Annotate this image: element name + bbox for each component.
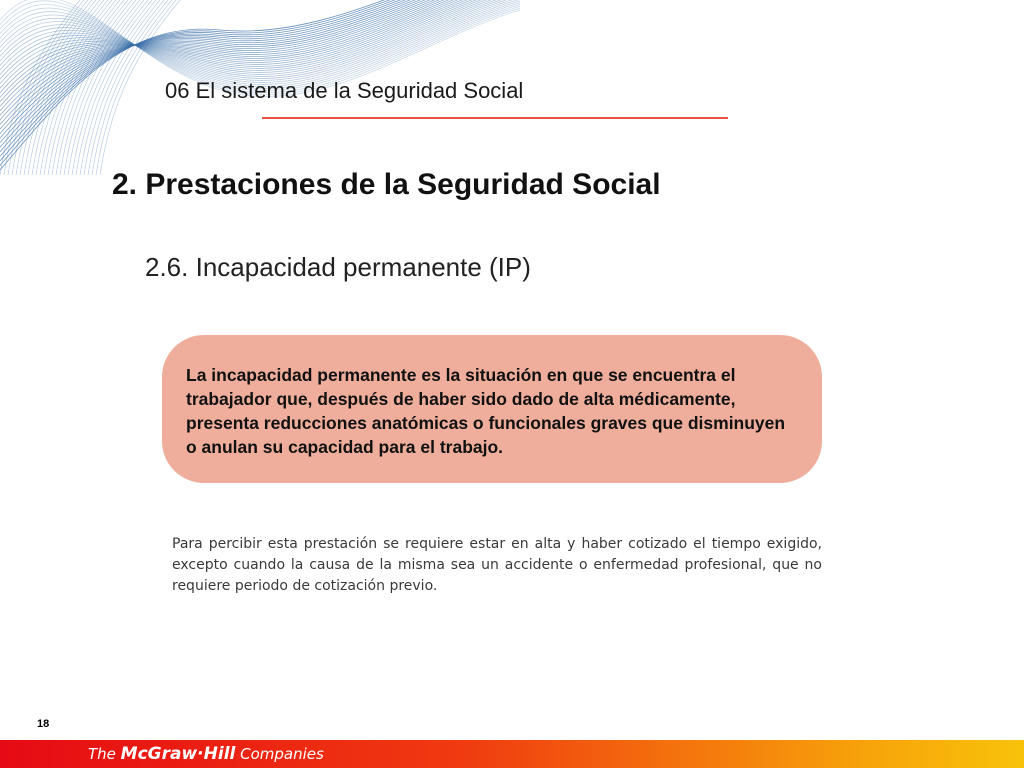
definition-text: La incapacidad permanente es la situación en que se encuentra el trabajador que, después de haber sido dado de alta médicamente, presenta reducciones anatómicas o funcionales graves que disminuyen o anulan su capacidad para el trabajo.	[186, 365, 786, 457]
definition-box	[162, 335, 822, 483]
page-number: 18	[37, 718, 50, 730]
section-header-title: 06 El sistema de la Seguridad Social	[165, 78, 524, 103]
brand-name: McGraw·Hill	[120, 744, 236, 764]
footer-bar	[0, 740, 1024, 768]
brand-suffix: Companies	[235, 745, 324, 763]
slide-title: 2. Prestaciones de la Seguridad Social	[112, 168, 661, 201]
brand-prefix: The	[88, 745, 121, 763]
slide-subtitle: 2.6. Incapacidad permanente (IP)	[145, 252, 531, 282]
publisher-logo	[88, 744, 324, 764]
header-divider	[262, 117, 728, 119]
requirement-note: Para percibir esta prestación se requiere estar en alta y haber cotizado el tiempo exigido, excepto cuando la causa de la misma sea un accidente o enfermedad profesional, que no requiere periodo de cotización previo.	[172, 536, 822, 594]
